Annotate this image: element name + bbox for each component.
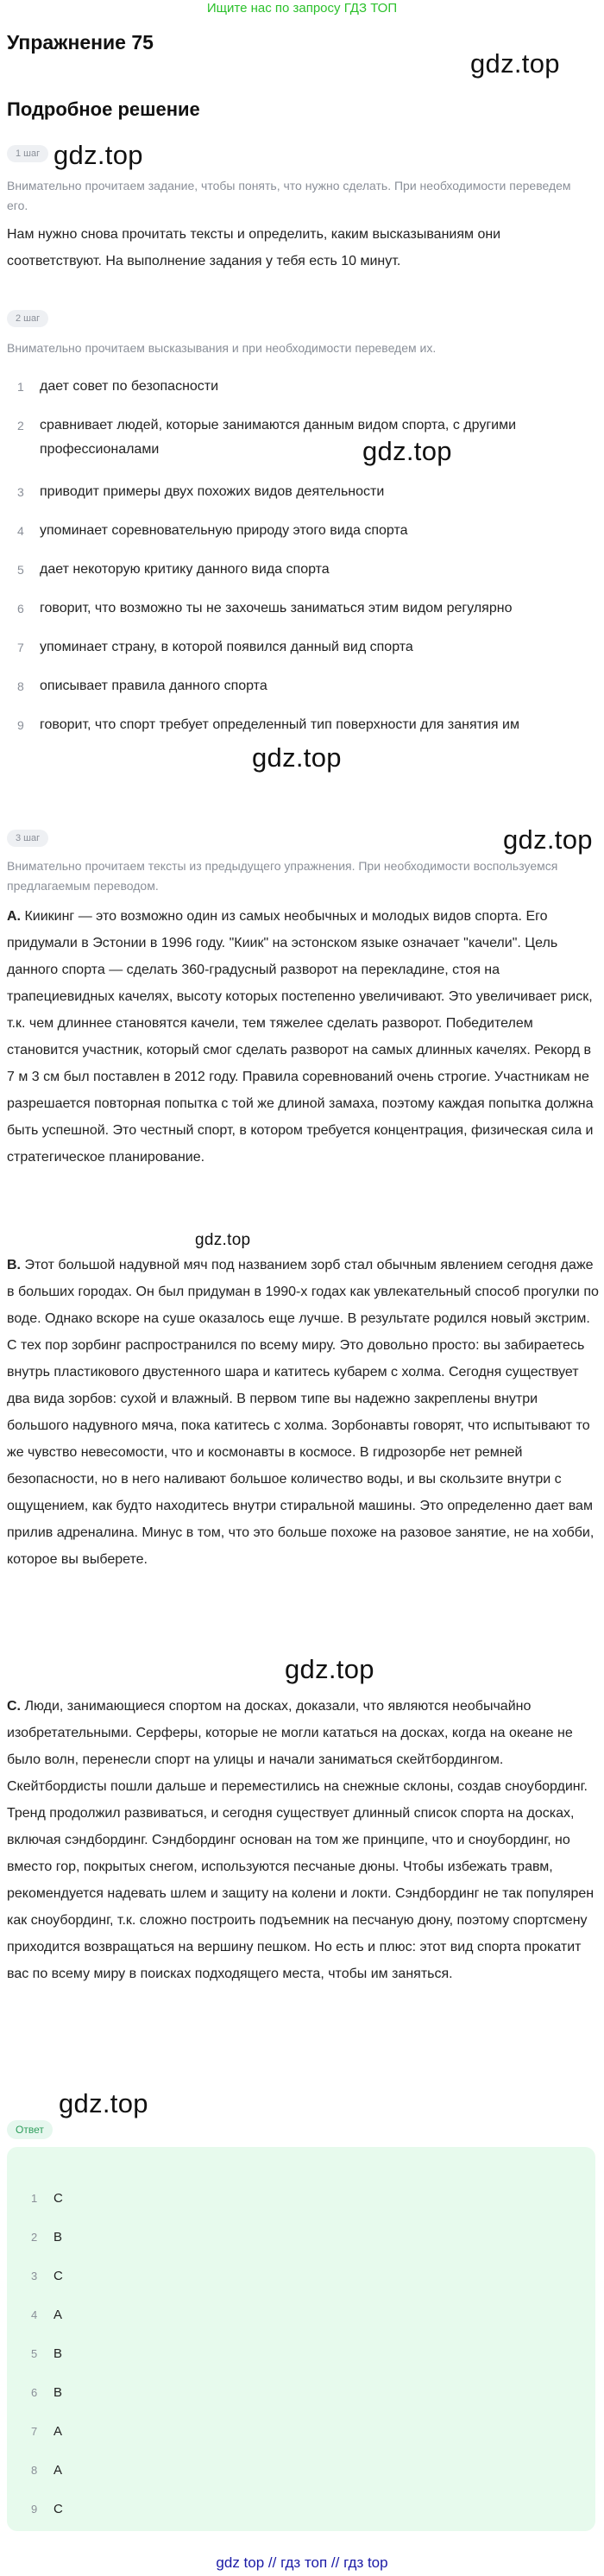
list-item bbox=[7, 635, 602, 660]
answer-row bbox=[31, 2308, 62, 2322]
answer-value: A bbox=[53, 2463, 63, 2478]
answer-value: A bbox=[53, 2308, 63, 2322]
solution-heading: Подробное решение bbox=[7, 98, 200, 120]
list-item bbox=[7, 713, 602, 737]
item-text: упоминает соревновательную природу этого вида спорта bbox=[40, 523, 408, 538]
step-badge: 1 шаг bbox=[7, 145, 48, 162]
answer-number: 1 bbox=[31, 2192, 38, 2205]
watermark: gdz.top bbox=[195, 1231, 251, 1249]
watermark: gdz.top bbox=[503, 824, 593, 855]
item-text: упоминает страну, в которой появился данный вид спорта bbox=[40, 640, 413, 654]
answer-value: B bbox=[53, 2346, 63, 2361]
answer-row bbox=[31, 2230, 62, 2245]
list-item bbox=[7, 558, 602, 582]
section-text: Киикинг — это возможно один из самых необычных и молодых видов спорта. Его придумали в Эстонии в 1996 году. "Киик" на эстонском языке означает "качели". Цель данного спорта — сделать 360-градусный разворот на перекладине, стоя на трапециевидных качелях, высоту которых постепенно увеличивают. Это увеличивает риск, т.к. чем длиннее становятся качели, тем тяжелее сделать разворот. Победителем становится участник, который смог сделать разворот на самых длинных качелях. Рекорд в 7 м 3 см был поставлен в 2012 году. Правила соревнований очень строгие. Участникам не разрешается повторная попытка с той же длиной замаха, поэтому каждая попытка должна быть успешной. Это честный спорт, в котором требуется концентрация, физическая сила и стратегическое планирование. bbox=[7, 909, 594, 1165]
answer-value: B bbox=[53, 2230, 63, 2245]
item-text: дает некоторую критику данного вида спорта bbox=[40, 562, 330, 577]
text-section-a bbox=[7, 903, 601, 1171]
answer-number: 6 bbox=[31, 2386, 38, 2399]
answer-row bbox=[31, 2191, 63, 2206]
answer-row bbox=[31, 2463, 62, 2478]
section-letter: B. bbox=[7, 1258, 21, 1272]
item-number: 3 bbox=[17, 485, 24, 499]
section-text: Этот большой надувной мяч под названием зорб стал обычным явлением сегодня даже в больших городах. Он был придуман в 1990-х годах как увлекательный способ прогулки по воде. Однако вскоре на суше оказалось еще лучше. В результате родился новый экстрим. С тех пор зорбинг распространился по всему миру. Это довольно просто: вы забираетесь внутрь пластикового двустенного шара и катитесь кубарем с холма. Сегодня существует два вида зорбов: сухой и влажный. В первом типе вы надежно закреплены внутри большого надувного мяча, пока катитесь с холма. Зорбонавты говорят, что испытывают то же чувство невесомости, что и космонавты в космосе. В гидрозорбе нет ремней безопасности, но в него наливают большое количество воды, и вы скользите внутри с ощущением, как будто находитесь внутри стиральной машины. Это определенно дает вам прилив адреналина. Минус в том, что это больше похоже на разовое занятие, не на хобби, которое вы выберете. bbox=[7, 1258, 599, 1567]
item-text: описывает правила данного спорта bbox=[40, 679, 267, 693]
item-number: 7 bbox=[17, 641, 24, 654]
answer-number: 7 bbox=[31, 2425, 38, 2438]
item-text: говорит, что возможно ты не захочешь заниматься этим видом регулярно bbox=[40, 601, 513, 616]
footer-links[interactable]: gdz top // гдз топ // гдз top bbox=[216, 2554, 388, 2571]
section-letter: A. bbox=[7, 909, 21, 924]
item-text: говорит, что спорт требует определенный тип поверхности для занятия им bbox=[40, 717, 519, 732]
answer-number: 9 bbox=[31, 2503, 38, 2516]
section-text: Люди, занимающиеся спортом на досках, доказали, что являются необычайно изобретательными. Серферы, которые не могли кататься на досках, когда на океане не было волн, перенесли спорт на улицы и начали заниматься скейтбордингом. Скейтбордисты пошли дальше и переместились на снежные склоны, создав сноубординг. Тренд продолжил развиваться, и сегодня существует длинный список спорта на досках, включая сэндбординг. Сэндбординг основан на том же принципе, что и сноубординг, но вместо гор, покрытых снегом, используются песчаные дюны. Чтобы избежать травм, рекомендуется надевать шлем и защиту на колени и локти. Сэндбординг не так популярен как сноубординг, т.к. сложно построить подъемник на песчаную дюну, поэтому спортсмену приходится возвращаться на вершину пешком. Но есть и плюс: этот вид спорта прокатит вас по всему миру в поисках подходящего места, чтобы им заняться. bbox=[7, 1699, 595, 1981]
section-letter: C. bbox=[7, 1699, 21, 1714]
step-hint: Внимательно прочитаем задание, чтобы понять, что нужно сделать. При необходимости переведем его. bbox=[7, 179, 571, 212]
list-item bbox=[7, 597, 602, 621]
watermark: gdz.top bbox=[53, 140, 143, 170]
answer-number: 4 bbox=[31, 2308, 38, 2321]
watermark: gdz.top bbox=[59, 2088, 148, 2118]
watermark: gdz.top bbox=[362, 436, 452, 466]
step-hint: Внимательно прочитаем тексты из предыдущего упражнения. При необходимости воспользуемся предлагаемым переводом. bbox=[7, 859, 558, 893]
list-item bbox=[7, 519, 602, 543]
answer-value: B bbox=[53, 2385, 63, 2400]
answer-box bbox=[7, 2147, 595, 2531]
answer-row bbox=[31, 2502, 63, 2516]
answer-row bbox=[31, 2346, 62, 2361]
answer-number: 5 bbox=[31, 2347, 38, 2360]
answer-value: C bbox=[53, 2269, 63, 2283]
step-badge: 3 шаг bbox=[7, 830, 48, 847]
answer-row bbox=[31, 2424, 62, 2439]
item-number: 8 bbox=[17, 679, 24, 693]
list-item bbox=[7, 414, 602, 462]
watermark: gdz.top bbox=[285, 1654, 374, 1684]
answer-number: 2 bbox=[31, 2231, 38, 2244]
answer-row bbox=[31, 2269, 63, 2283]
item-text: приводит примеры двух похожих видов деятельности bbox=[40, 484, 385, 499]
item-number: 1 bbox=[17, 380, 24, 394]
watermark: gdz.top bbox=[252, 742, 342, 773]
search-banner[interactable]: Ищите нас по запросу ГДЗ ТОП bbox=[206, 1, 398, 16]
item-number: 9 bbox=[17, 718, 24, 732]
list-item bbox=[7, 674, 602, 698]
item-text: сравнивает людей, которые занимаются данным видом спорта, с другими профессионалами bbox=[40, 418, 517, 457]
item-text: дает совет по безопасности bbox=[40, 379, 219, 394]
answer-number: 8 bbox=[31, 2464, 38, 2477]
exercise-title: Упражнение 75 bbox=[7, 31, 154, 54]
item-number: 5 bbox=[17, 563, 24, 577]
list-item bbox=[7, 480, 602, 504]
answer-row bbox=[31, 2385, 62, 2400]
answer-number: 3 bbox=[31, 2270, 38, 2282]
answer-value: C bbox=[53, 2191, 63, 2206]
answer-badge: Ответ bbox=[7, 2120, 53, 2139]
step-badge: 2 шаг bbox=[7, 310, 48, 327]
answer-value: A bbox=[53, 2424, 63, 2439]
text-section-b bbox=[7, 1252, 601, 1573]
watermark: gdz.top bbox=[470, 48, 560, 79]
answer-value: C bbox=[53, 2502, 63, 2516]
item-number: 2 bbox=[17, 419, 24, 432]
step-text: Нам нужно снова прочитать тексты и определить, каким высказываниям они соответствуют. На выполнение задания у тебя есть 10 минут. bbox=[7, 227, 501, 268]
step-hint: Внимательно прочитаем высказывания и при необходимости переведем их. bbox=[7, 341, 437, 355]
item-number: 6 bbox=[17, 602, 24, 616]
item-number: 4 bbox=[17, 524, 24, 538]
text-section-c bbox=[7, 1693, 601, 1987]
list-item bbox=[7, 375, 602, 399]
